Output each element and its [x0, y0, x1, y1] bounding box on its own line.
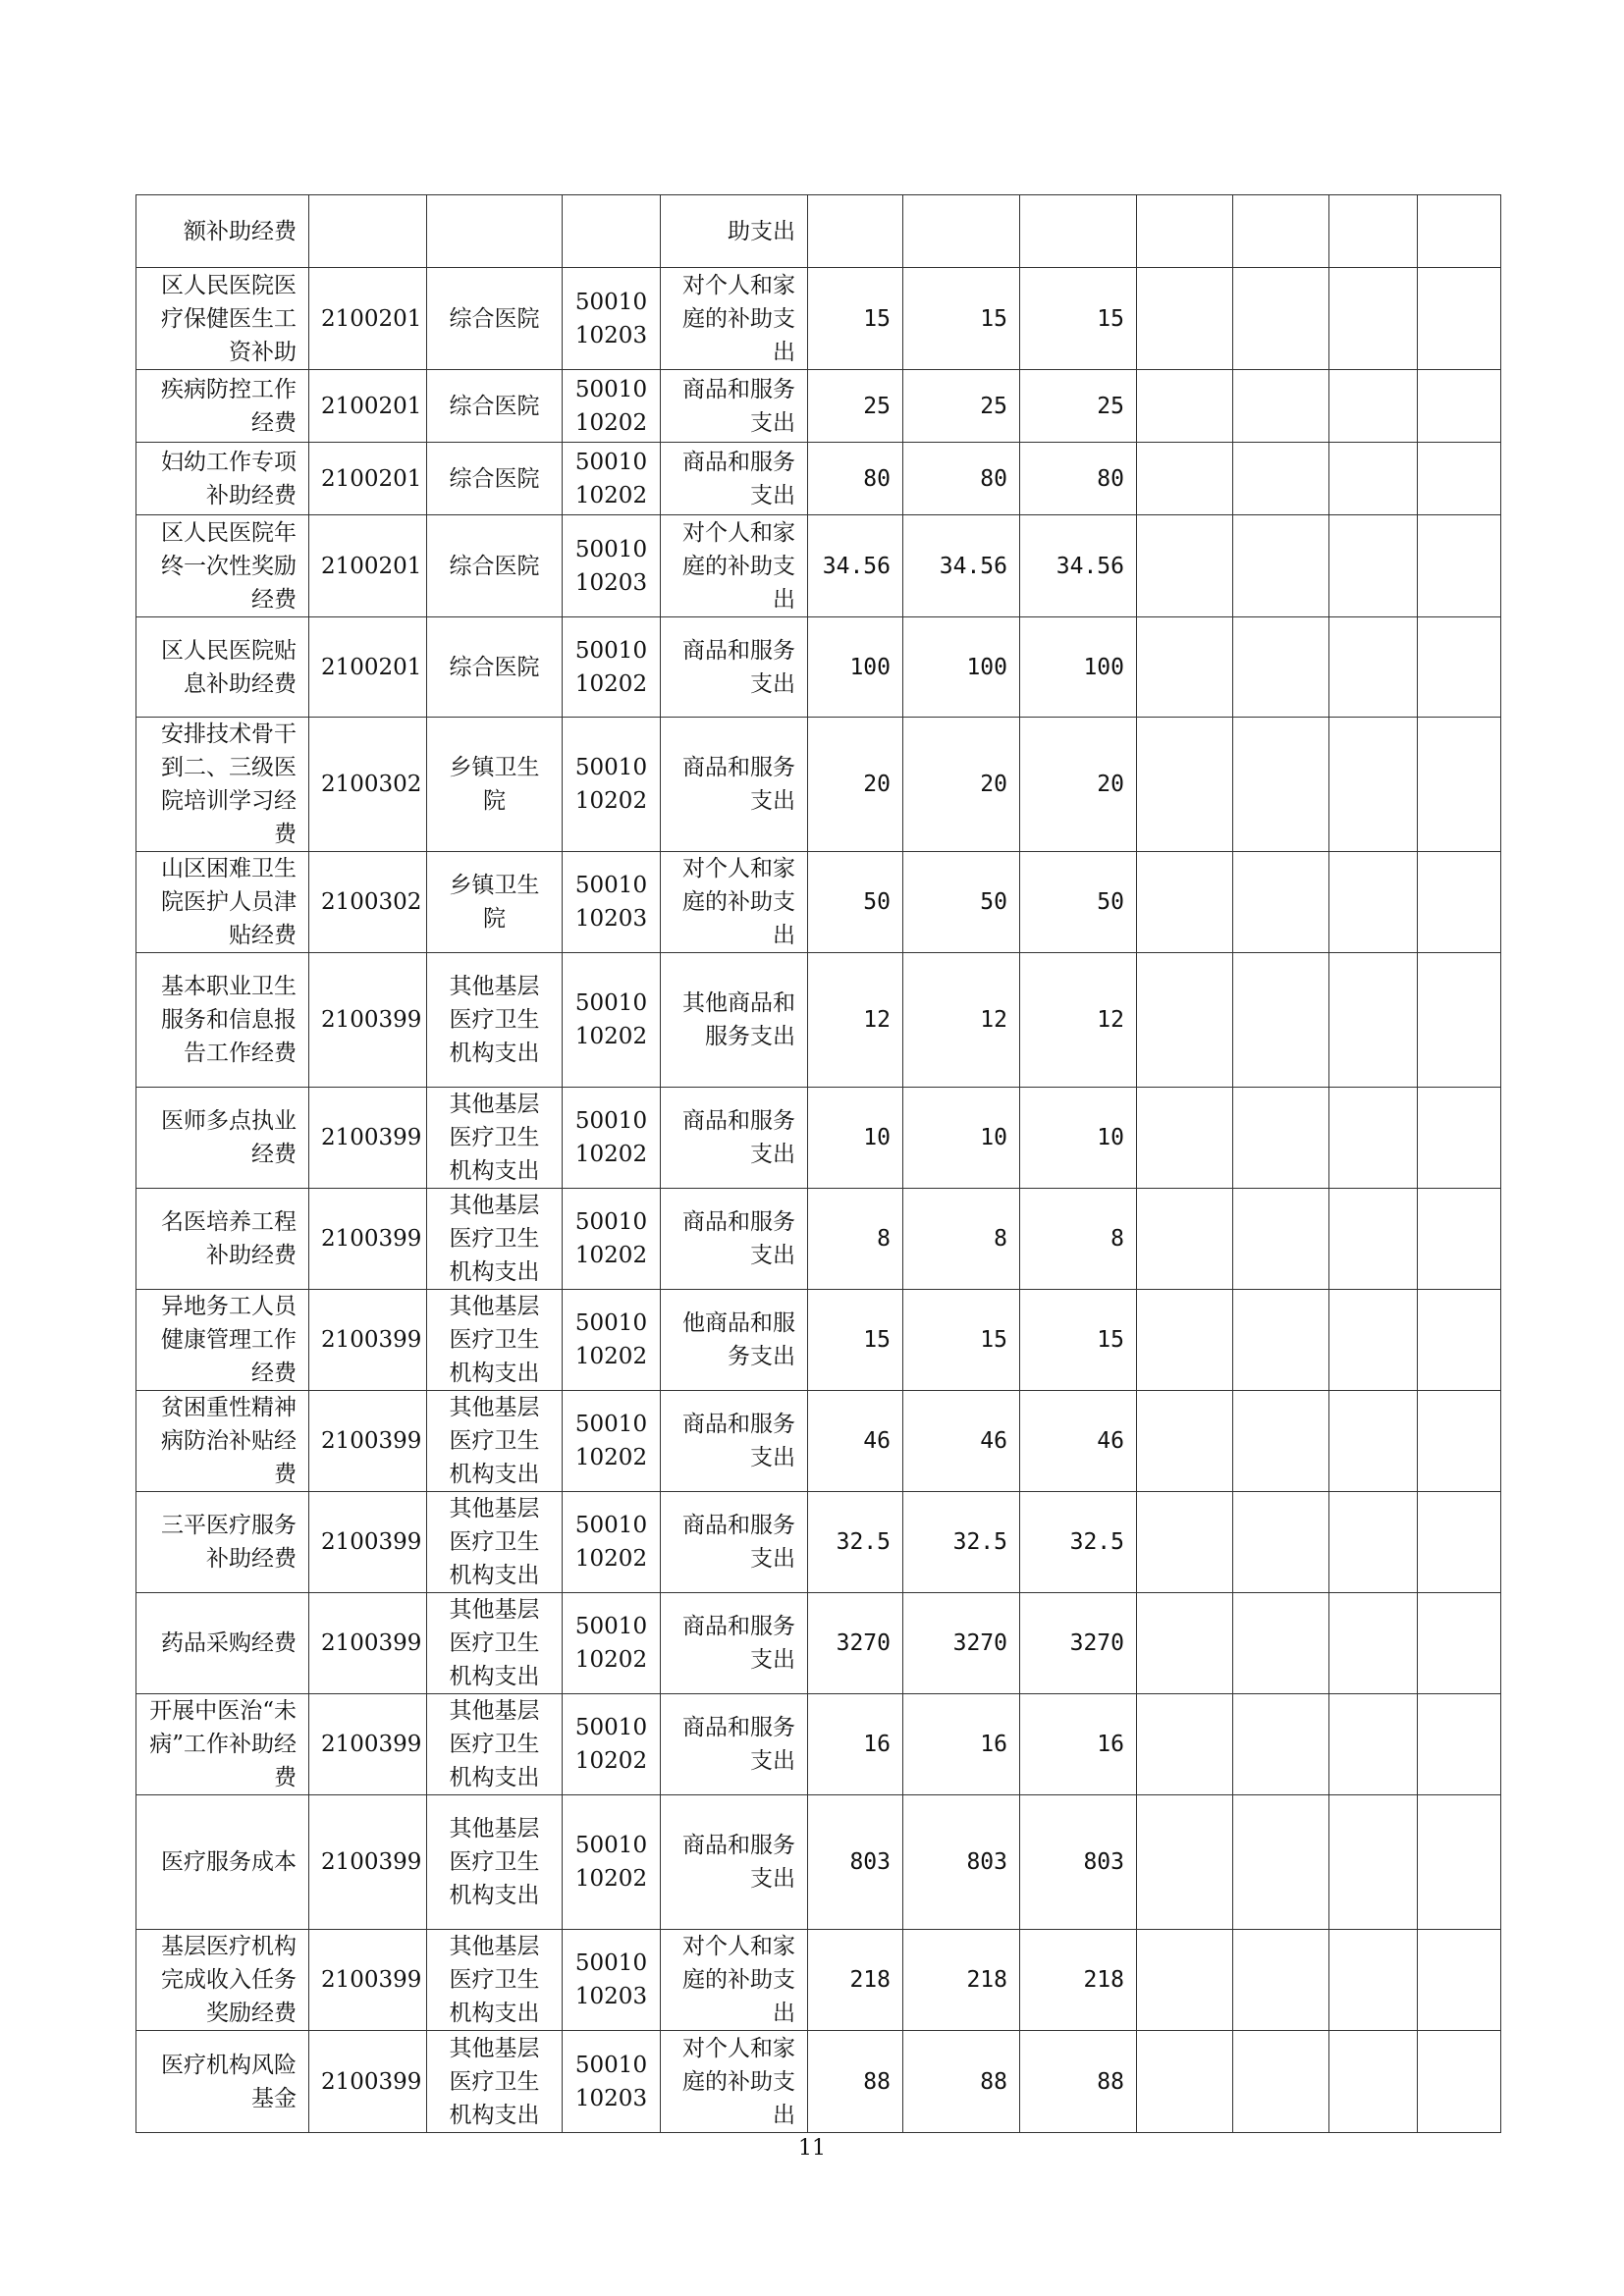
function-category-cell: 综合医院: [427, 370, 563, 443]
economic-type-cell: 对个人和家庭的补助支出: [661, 2031, 808, 2133]
table-row: [136, 195, 1501, 268]
amount-cell: [1020, 195, 1137, 268]
function-code-cell: 2100399: [309, 1593, 427, 1694]
amount-cell: 10: [808, 1088, 903, 1189]
amount-cell: 46: [903, 1391, 1020, 1492]
empty-cell: [1418, 268, 1501, 370]
function-category-cell: 乡镇卫生院: [427, 718, 563, 852]
function-category-cell: 其他基层医疗卫生机构支出: [427, 1088, 563, 1189]
empty-cell: [1329, 2031, 1418, 2133]
economic-type-cell: 商品和服务支出: [661, 1694, 808, 1795]
economic-code-cell: 5001010202: [563, 370, 661, 443]
amount-cell: 218: [1020, 1930, 1137, 2031]
economic-code-cell: 5001010202: [563, 1290, 661, 1391]
function-code-cell: 2100399: [309, 1391, 427, 1492]
empty-cell: [1137, 1492, 1233, 1593]
table-row: [136, 515, 1501, 617]
table-row: [136, 1290, 1501, 1391]
amount-cell: 50: [1020, 852, 1137, 953]
function-category-cell: 其他基层医疗卫生机构支出: [427, 1391, 563, 1492]
economic-code-cell: 5001010202: [563, 1694, 661, 1795]
empty-cell: [1233, 1088, 1329, 1189]
empty-cell: [1137, 1088, 1233, 1189]
empty-cell: [1233, 1694, 1329, 1795]
amount-cell: 15: [1020, 1290, 1137, 1391]
economic-type-cell: 对个人和家庭的补助支出: [661, 515, 808, 617]
empty-cell: [1233, 370, 1329, 443]
empty-cell: [1329, 1593, 1418, 1694]
empty-cell: [1137, 1593, 1233, 1694]
empty-cell: [1233, 1593, 1329, 1694]
empty-cell: [1233, 443, 1329, 515]
empty-cell: [1418, 1290, 1501, 1391]
amount-cell: 46: [1020, 1391, 1137, 1492]
economic-code-cell: 5001010203: [563, 268, 661, 370]
amount-cell: 15: [903, 1290, 1020, 1391]
empty-cell: [1233, 1795, 1329, 1930]
amount-cell: 15: [903, 268, 1020, 370]
amount-cell: 80: [1020, 443, 1137, 515]
empty-cell: [1329, 1694, 1418, 1795]
empty-cell: [1137, 852, 1233, 953]
amount-cell: 12: [808, 953, 903, 1088]
empty-cell: [1329, 515, 1418, 617]
amount-cell: 80: [903, 443, 1020, 515]
function-category-cell: 其他基层医疗卫生机构支出: [427, 1593, 563, 1694]
project-name-cell: 疾病防控工作经费: [136, 370, 309, 443]
project-name-cell: 药品采购经费: [136, 1593, 309, 1694]
economic-type-cell: 商品和服务支出: [661, 1593, 808, 1694]
empty-cell: [1233, 1189, 1329, 1290]
function-category-cell: 其他基层医疗卫生机构支出: [427, 1189, 563, 1290]
function-code-cell: 2100201: [309, 370, 427, 443]
function-code-cell: 2100399: [309, 953, 427, 1088]
function-code-cell: 2100399: [309, 1795, 427, 1930]
amount-cell: 80: [808, 443, 903, 515]
economic-type-cell: 其他商品和服务支出: [661, 953, 808, 1088]
empty-cell: [1137, 617, 1233, 718]
economic-type-cell: 商品和服务支出: [661, 718, 808, 852]
amount-cell: 100: [903, 617, 1020, 718]
empty-cell: [1137, 1391, 1233, 1492]
economic-code-cell: 5001010203: [563, 2031, 661, 2133]
empty-cell: [1329, 617, 1418, 718]
project-name-cell: 贫困重性精神病防治补贴经费: [136, 1391, 309, 1492]
economic-type-cell: 商品和服务支出: [661, 1088, 808, 1189]
empty-cell: [1329, 953, 1418, 1088]
empty-cell: [1329, 1088, 1418, 1189]
economic-code-cell: 5001010203: [563, 1930, 661, 2031]
amount-cell: [903, 195, 1020, 268]
amount-cell: 15: [1020, 268, 1137, 370]
amount-cell: 12: [903, 953, 1020, 1088]
table-row: [136, 268, 1501, 370]
empty-cell: [1418, 515, 1501, 617]
economic-code-cell: 5001010202: [563, 1492, 661, 1593]
empty-cell: [1233, 953, 1329, 1088]
economic-type-cell: 对个人和家庭的补助支出: [661, 268, 808, 370]
empty-cell: [1418, 443, 1501, 515]
budget-table: [135, 194, 1501, 2133]
project-name-cell: 医师多点执业经费: [136, 1088, 309, 1189]
empty-cell: [1137, 1189, 1233, 1290]
empty-cell: [1137, 953, 1233, 1088]
amount-cell: 32.5: [903, 1492, 1020, 1593]
function-category-cell: 其他基层医疗卫生机构支出: [427, 1930, 563, 2031]
function-code-cell: 2100399: [309, 1930, 427, 2031]
function-code-cell: 2100399: [309, 2031, 427, 2133]
amount-cell: 34.56: [1020, 515, 1137, 617]
empty-cell: [1233, 718, 1329, 852]
table-row: [136, 953, 1501, 1088]
function-code-cell: 2100399: [309, 1189, 427, 1290]
empty-cell: [1137, 370, 1233, 443]
amount-cell: 12: [1020, 953, 1137, 1088]
empty-cell: [1137, 195, 1233, 268]
amount-cell: 46: [808, 1391, 903, 1492]
empty-cell: [1137, 2031, 1233, 2133]
economic-type-cell: 商品和服务支出: [661, 617, 808, 718]
amount-cell: 34.56: [808, 515, 903, 617]
empty-cell: [1137, 718, 1233, 852]
empty-cell: [1329, 1189, 1418, 1290]
amount-cell: 88: [903, 2031, 1020, 2133]
function-code-cell: 2100399: [309, 1088, 427, 1189]
amount-cell: 3270: [903, 1593, 1020, 1694]
function-code-cell: 2100399: [309, 1492, 427, 1593]
amount-cell: 32.5: [1020, 1492, 1137, 1593]
amount-cell: 25: [1020, 370, 1137, 443]
amount-cell: 32.5: [808, 1492, 903, 1593]
empty-cell: [1329, 195, 1418, 268]
function-code-cell: 2100201: [309, 515, 427, 617]
empty-cell: [1418, 852, 1501, 953]
amount-cell: 20: [903, 718, 1020, 852]
empty-cell: [1233, 1492, 1329, 1593]
empty-cell: [1418, 953, 1501, 1088]
economic-code-cell: 5001010202: [563, 1088, 661, 1189]
amount-cell: 15: [808, 268, 903, 370]
table-row: [136, 1930, 1501, 2031]
project-name-cell: 名医培养工程补助经费: [136, 1189, 309, 1290]
function-category-cell: 综合医院: [427, 443, 563, 515]
economic-type-cell: 商品和服务支出: [661, 1795, 808, 1930]
empty-cell: [1233, 2031, 1329, 2133]
amount-cell: 100: [808, 617, 903, 718]
empty-cell: [1418, 1694, 1501, 1795]
economic-code-cell: 5001010203: [563, 515, 661, 617]
amount-cell: 88: [1020, 2031, 1137, 2133]
project-name-cell: 山区困难卫生院医护人员津贴经费: [136, 852, 309, 953]
function-category-cell: 其他基层医疗卫生机构支出: [427, 1694, 563, 1795]
table-row: [136, 718, 1501, 852]
amount-cell: 88: [808, 2031, 903, 2133]
amount-cell: 10: [903, 1088, 1020, 1189]
project-name-cell: 医疗服务成本: [136, 1795, 309, 1930]
table-row: [136, 1492, 1501, 1593]
economic-code-cell: 5001010202: [563, 443, 661, 515]
amount-cell: 20: [1020, 718, 1137, 852]
project-name-cell: 基层医疗机构完成收入任务奖励经费: [136, 1930, 309, 2031]
empty-cell: [1329, 443, 1418, 515]
project-name-cell: 妇幼工作专项补助经费: [136, 443, 309, 515]
economic-type-cell: 对个人和家庭的补助支出: [661, 1930, 808, 2031]
function-code-cell: 2100201: [309, 617, 427, 718]
table-row: [136, 1189, 1501, 1290]
table-row: [136, 370, 1501, 443]
table-row: [136, 852, 1501, 953]
function-code-cell: 2100201: [309, 443, 427, 515]
empty-cell: [1418, 617, 1501, 718]
empty-cell: [1329, 1492, 1418, 1593]
amount-cell: 100: [1020, 617, 1137, 718]
economic-type-cell: 商品和服务支出: [661, 1189, 808, 1290]
empty-cell: [1329, 718, 1418, 852]
empty-cell: [1233, 195, 1329, 268]
table-row: [136, 617, 1501, 718]
amount-cell: 803: [903, 1795, 1020, 1930]
table-row: [136, 1694, 1501, 1795]
empty-cell: [1137, 1795, 1233, 1930]
amount-cell: 16: [903, 1694, 1020, 1795]
project-name-cell: 开展中医治“未病”工作补助经费: [136, 1694, 309, 1795]
function-category-cell: 乡镇卫生院: [427, 852, 563, 953]
project-name-cell: 区人民医院贴息补助经费: [136, 617, 309, 718]
empty-cell: [1233, 617, 1329, 718]
empty-cell: [1418, 195, 1501, 268]
empty-cell: [1233, 515, 1329, 617]
economic-code-cell: 5001010202: [563, 953, 661, 1088]
table-row: [136, 443, 1501, 515]
function-code-cell: 2100302: [309, 718, 427, 852]
project-name-cell: 安排技术骨干到二、三级医院培训学习经费: [136, 718, 309, 852]
empty-cell: [1329, 1391, 1418, 1492]
empty-cell: [1137, 515, 1233, 617]
page-number: 11: [798, 2136, 826, 2161]
economic-type-cell: 对个人和家庭的补助支出: [661, 852, 808, 953]
economic-code-cell: 5001010202: [563, 617, 661, 718]
amount-cell: 25: [903, 370, 1020, 443]
amount-cell: 8: [808, 1189, 903, 1290]
function-category-cell: 其他基层医疗卫生机构支出: [427, 1492, 563, 1593]
table-row: [136, 1391, 1501, 1492]
function-code-cell: 2100399: [309, 1290, 427, 1391]
economic-type-cell: 商品和服务支出: [661, 1391, 808, 1492]
empty-cell: [1418, 1930, 1501, 2031]
amount-cell: 218: [903, 1930, 1020, 2031]
amount-cell: [808, 195, 903, 268]
empty-cell: [1418, 718, 1501, 852]
table-row: [136, 1795, 1501, 1930]
amount-cell: 25: [808, 370, 903, 443]
economic-type-cell: 商品和服务支出: [661, 1492, 808, 1593]
empty-cell: [1137, 268, 1233, 370]
function-category-cell: 综合医院: [427, 617, 563, 718]
amount-cell: 15: [808, 1290, 903, 1391]
amount-cell: 803: [1020, 1795, 1137, 1930]
project-name-cell: 额补助经费: [136, 195, 309, 268]
amount-cell: 50: [903, 852, 1020, 953]
project-name-cell: 异地务工人员健康管理工作经费: [136, 1290, 309, 1391]
amount-cell: 16: [808, 1694, 903, 1795]
economic-code-cell: 5001010202: [563, 1795, 661, 1930]
amount-cell: 218: [808, 1930, 903, 2031]
project-name-cell: 基本职业卫生服务和信息报告工作经费: [136, 953, 309, 1088]
function-category-cell: 其他基层医疗卫生机构支出: [427, 953, 563, 1088]
economic-code-cell: 5001010202: [563, 1391, 661, 1492]
project-name-cell: 三平医疗服务补助经费: [136, 1492, 309, 1593]
amount-cell: 34.56: [903, 515, 1020, 617]
empty-cell: [1329, 268, 1418, 370]
amount-cell: 10: [1020, 1088, 1137, 1189]
function-category-cell: 其他基层医疗卫生机构支出: [427, 1795, 563, 1930]
empty-cell: [1418, 1795, 1501, 1930]
empty-cell: [1233, 1290, 1329, 1391]
function-category-cell: [427, 195, 563, 268]
table-row: [136, 1088, 1501, 1189]
economic-type-cell: 商品和服务支出: [661, 443, 808, 515]
economic-code-cell: 5001010202: [563, 718, 661, 852]
empty-cell: [1233, 1391, 1329, 1492]
amount-cell: 8: [1020, 1189, 1137, 1290]
empty-cell: [1329, 852, 1418, 953]
empty-cell: [1418, 1189, 1501, 1290]
empty-cell: [1418, 1088, 1501, 1189]
amount-cell: 3270: [808, 1593, 903, 1694]
amount-cell: 20: [808, 718, 903, 852]
economic-code-cell: 5001010203: [563, 852, 661, 953]
empty-cell: [1137, 1694, 1233, 1795]
economic-code-cell: [563, 195, 661, 268]
empty-cell: [1418, 1391, 1501, 1492]
empty-cell: [1418, 1593, 1501, 1694]
project-name-cell: 区人民医院年终一次性奖励经费: [136, 515, 309, 617]
amount-cell: 803: [808, 1795, 903, 1930]
empty-cell: [1329, 1795, 1418, 1930]
empty-cell: [1329, 370, 1418, 443]
table-row: [136, 2031, 1501, 2133]
amount-cell: 3270: [1020, 1593, 1137, 1694]
project-name-cell: 医疗机构风险基金: [136, 2031, 309, 2133]
amount-cell: 50: [808, 852, 903, 953]
function-category-cell: 综合医院: [427, 515, 563, 617]
function-code-cell: 2100201: [309, 268, 427, 370]
empty-cell: [1329, 1290, 1418, 1391]
amount-cell: 16: [1020, 1694, 1137, 1795]
function-code-cell: [309, 195, 427, 268]
empty-cell: [1418, 2031, 1501, 2133]
empty-cell: [1233, 268, 1329, 370]
empty-cell: [1137, 1930, 1233, 2031]
empty-cell: [1418, 1492, 1501, 1593]
function-category-cell: 综合医院: [427, 268, 563, 370]
empty-cell: [1418, 370, 1501, 443]
empty-cell: [1329, 1930, 1418, 2031]
empty-cell: [1137, 443, 1233, 515]
economic-type-cell: 商品和服务支出: [661, 370, 808, 443]
function-category-cell: 其他基层医疗卫生机构支出: [427, 2031, 563, 2133]
function-category-cell: 其他基层医疗卫生机构支出: [427, 1290, 563, 1391]
function-code-cell: 2100302: [309, 852, 427, 953]
empty-cell: [1233, 1930, 1329, 2031]
table-row: [136, 1593, 1501, 1694]
empty-cell: [1233, 852, 1329, 953]
economic-code-cell: 5001010202: [563, 1189, 661, 1290]
economic-type-cell: 他商品和服务支出: [661, 1290, 808, 1391]
empty-cell: [1137, 1290, 1233, 1391]
economic-code-cell: 5001010202: [563, 1593, 661, 1694]
function-code-cell: 2100399: [309, 1694, 427, 1795]
project-name-cell: 区人民医院医疗保健医生工资补助: [136, 268, 309, 370]
economic-type-cell: 助支出: [661, 195, 808, 268]
amount-cell: 8: [903, 1189, 1020, 1290]
